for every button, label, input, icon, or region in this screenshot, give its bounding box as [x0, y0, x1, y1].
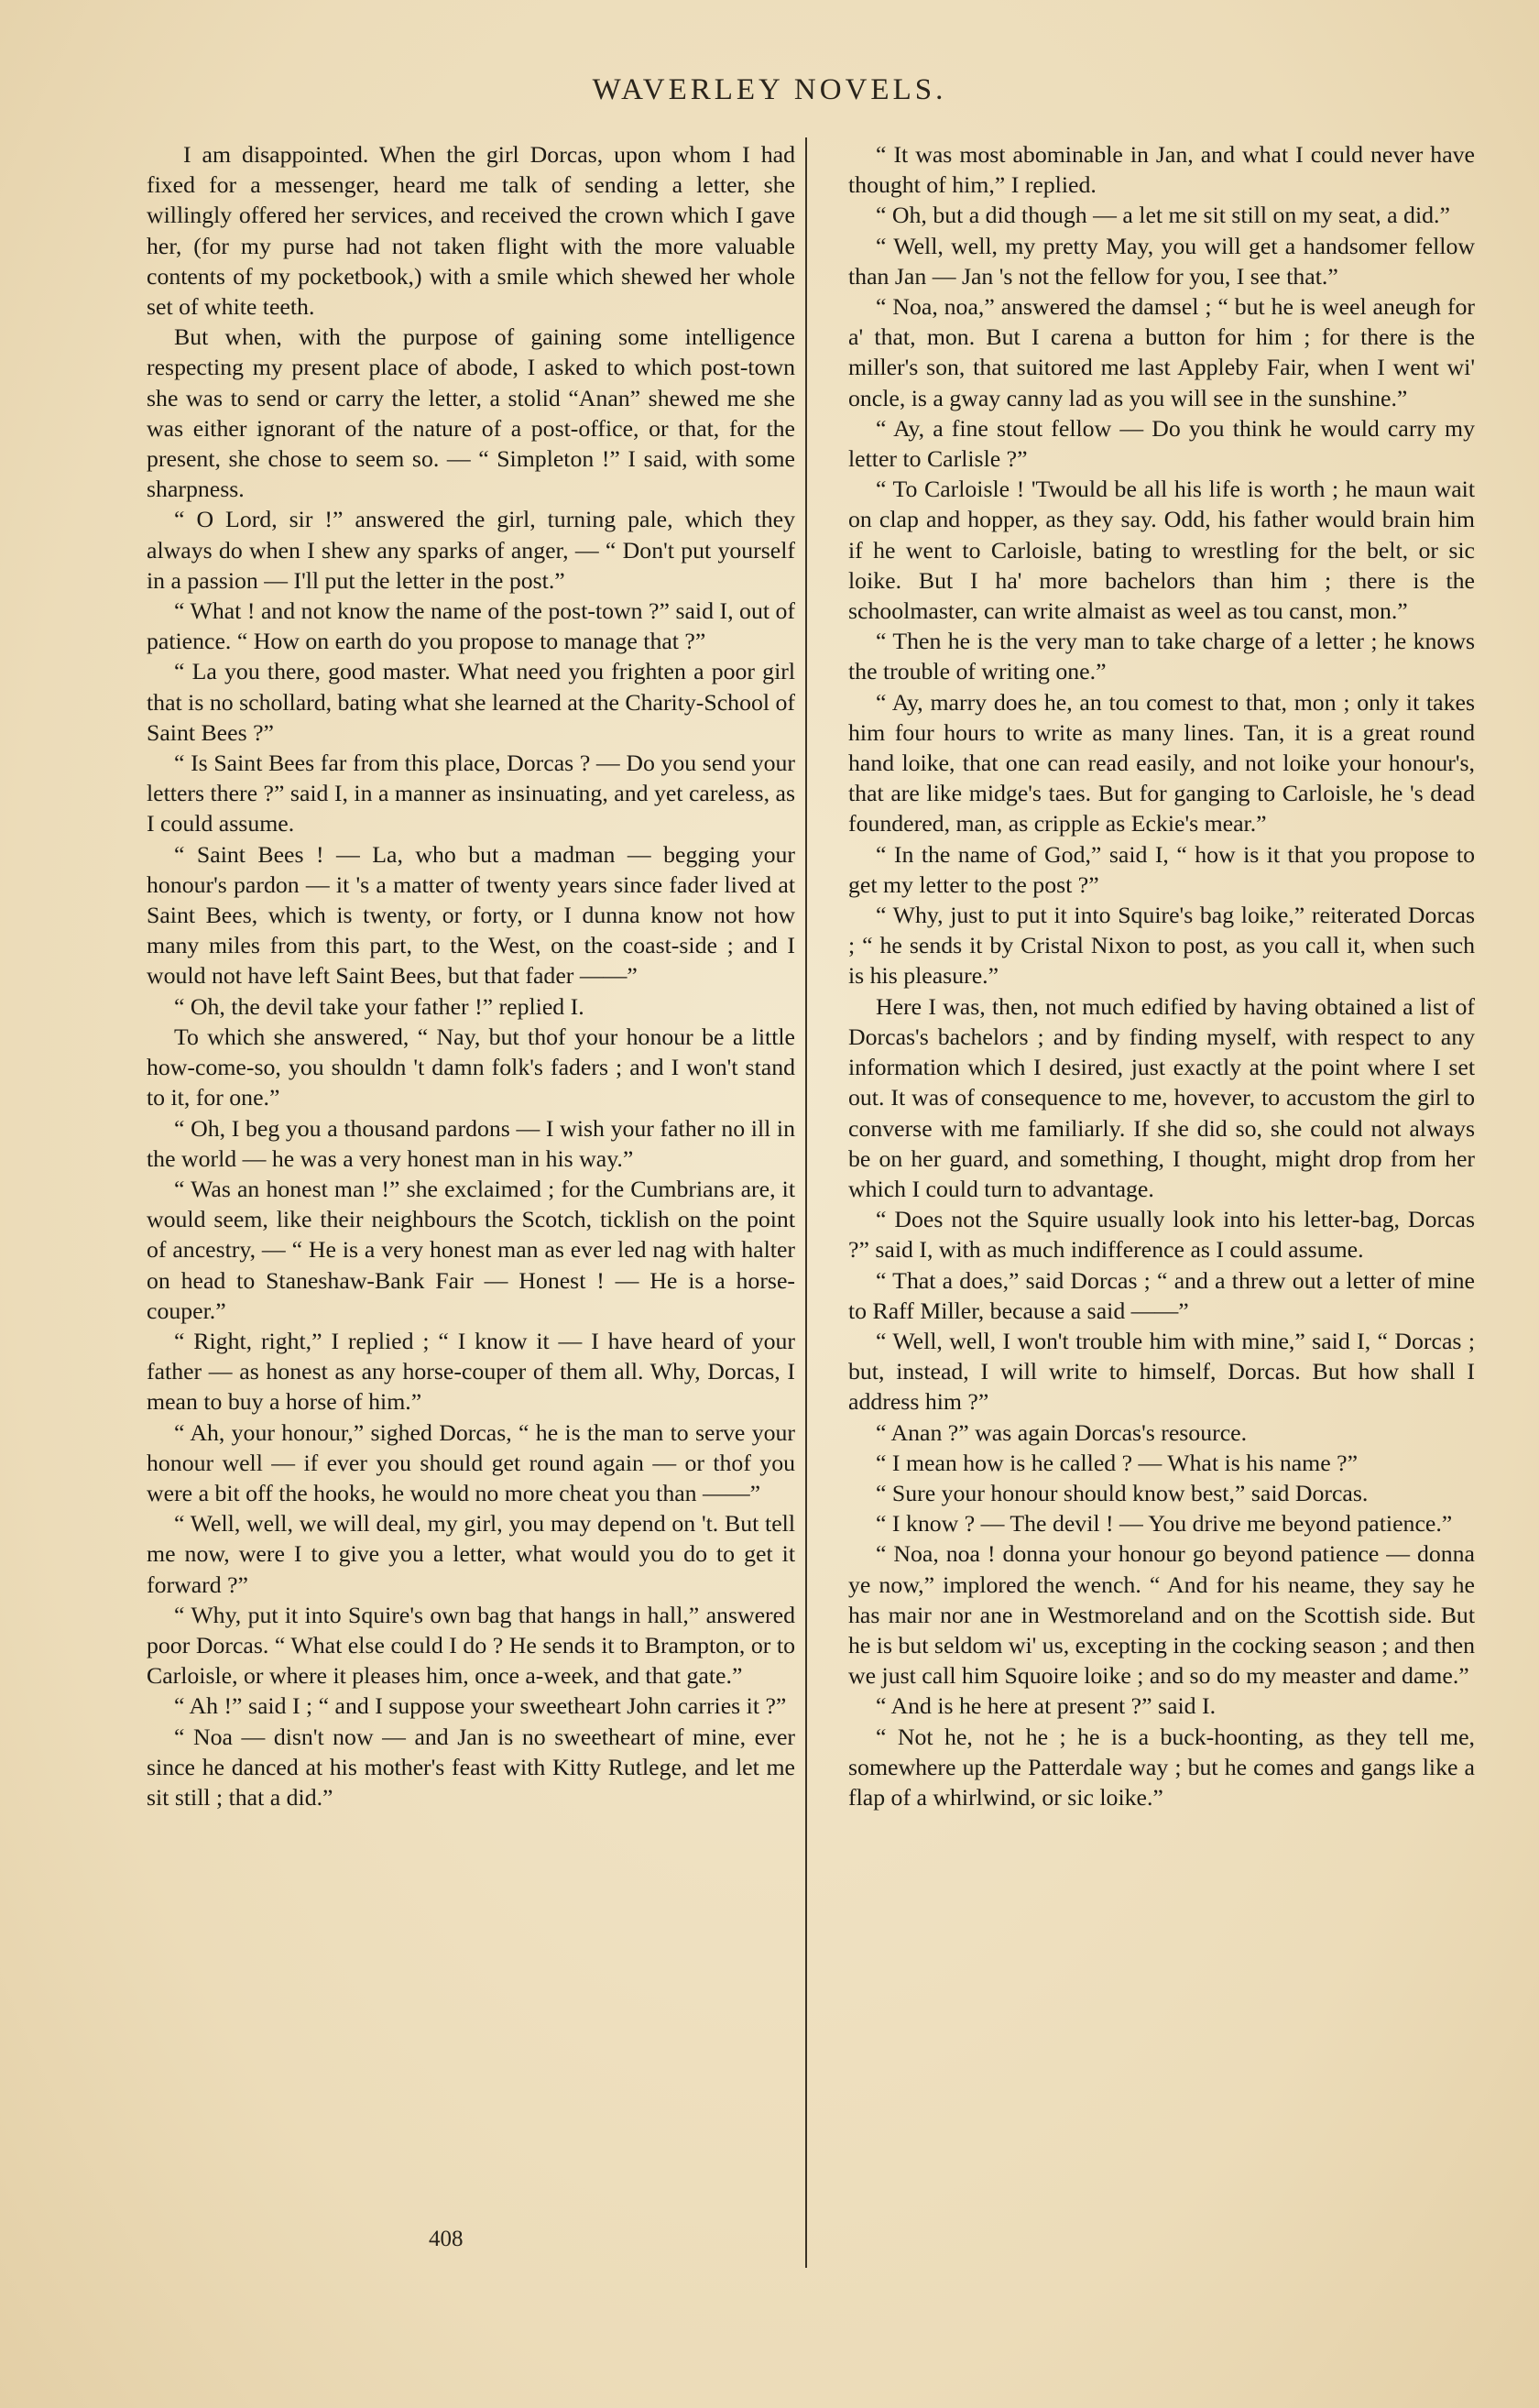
column-rule: [805, 137, 807, 2268]
paragraph: “ I mean how is he called ? — What is his name ?”: [876, 1449, 1359, 1476]
paragraph: “ What ! and not know the name of the post-town ?” said I, out of patience. “ How on earth do you propose to manage that ?”: [147, 597, 795, 655]
paragraph: I am disappointed. When the girl Dorcas, upon whom I had fixed for a messenger, heard me talk of sending a letter, she willingly offered her services, and received the crown which I gave her, (for my purse had not taken flight with the more valuable contents of my pocketbook,) with a smile which shewed her whole set of white teeth.: [147, 141, 795, 321]
paragraph: “ Noa, noa ! donna your honour go beyond patience — donna ye now,” implored the wench. “ And for his neame, they say he has mair nor ane in Westmoreland and on the Scottish side. But he is but seldom wi' us, excepting in the cocking season ; and then we just call him Squoire loike ; and so do my measter and dame.”: [848, 1540, 1475, 1690]
right-column: [848, 139, 1475, 1812]
paragraph: “ Oh, but a did though — a let me sit still on my seat, a did.”: [876, 202, 1450, 229]
paragraph: “ That a does,” said Dorcas ; “ and a threw out a letter of mine to Raff Miller, because a said ——”: [848, 1266, 1475, 1324]
paragraph: But when, with the purpose of gaining some intelligence respecting my present place of abode, I asked to which post-town she was to send or carry the letter, a stolid “Anan” shewed me she was either ignorant of the nature of a post-office, or that, for the present, she chose to seem so. — “ Simpleton !” I said, with some sharpness.: [147, 323, 795, 503]
paragraph: “ Is Saint Bees far from this place, Dorcas ? — Do you send your letters there ?” said I, in a manner as insinuating, and yet careless, as I could assume.: [147, 750, 795, 837]
paragraph: “ Ah, your honour,” sighed Dorcas, “ he is the man to serve your honour well — if ever you should get round again — or thof you were a bit off the hooks, he would no more cheat you than ——”: [147, 1418, 795, 1506]
paragraph: “ Oh, I beg you a thousand pardons — I wish your father no ill in the world — he was a very honest man in his way.”: [147, 1114, 795, 1172]
paragraph: “ O Lord, sir !” answered the girl, turning pale, which they always do when I shew any sparks of anger, — “ Don't put yourself in a passion — I'll put the letter in the post.”: [147, 506, 795, 594]
paragraph: To which she answered, “ Nay, but thof your honour be a little how-come-so, you shouldn 't damn folk's faders ; and I won't stand to it, for one.”: [147, 1023, 795, 1111]
paragraph: “ To Carloisle ! 'Twould be all his life is worth ; he maun wait on clap and hopper, as they say. Odd, his father would brain him if he went to Carloisle, bating to wrestling for the belt, or sic loike. But I ha' more bachelors than him ; there is the schoolmaster, can write almaist as weel as tou canst, mon.”: [848, 476, 1475, 625]
paragraph: “ Does not the Squire usually look into his letter-bag, Dorcas ?” said I, with as much indifference as I could assume.: [848, 1206, 1475, 1264]
paragraph: “ Ah !” said I ; “ and I suppose your sweetheart John carries it ?”: [174, 1692, 787, 1720]
paragraph: “ Sure your honour should know best,” said Dorcas.: [876, 1479, 1369, 1506]
paragraph: “ Not he, not he ; he is a buck-hoonting, as they tell me, somewhere up the Patterdale way ; but he comes and gangs like a flap of a whirlwind, or sic loike.”: [848, 1723, 1475, 1811]
paragraph: “ La you there, good master. What need you frighten a poor girl that is no schollard, bating what she learned at the Charity-School of Saint Bees ?”: [147, 658, 795, 746]
paragraph: “ Anan ?” was again Dorcas's resource.: [876, 1418, 1248, 1446]
running-head: WAVERLEY NOVELS.: [592, 73, 947, 106]
paragraph: “ Why, put it into Squire's own bag that hangs in hall,” answered poor Dorcas. “ What else could I do ? He sends it to Brampton, or to Carloisle, or where it pleases him, once a-week, and that gate.”: [147, 1601, 795, 1690]
paragraph: “ Ay, marry does he, an tou comest to that, mon ; only it takes him four hours to write as many lines. Tan, it is a great round hand loike, that one can read easily, and not loike your honour's, that are like midge's taes. But for ganging to Carloisle, he 's dead foundered, man, as cripple as Eckie's mear.”: [848, 688, 1475, 837]
paragraph: “ Well, well, my pretty May, you will get a handsomer fellow than Jan — Jan 's not the fellow for you, I see that.”: [848, 232, 1475, 290]
paragraph: “ Right, right,” I replied ; “ I know it — I have heard of your father — as honest as any horse-couper of them all. Why, Dorcas, I mean to buy a horse of him.”: [147, 1327, 795, 1416]
paragraph: “ Saint Bees ! — La, who but a madman — begging your honour's pardon — it 's a matter of twenty years since fader lived at Saint Bees, which is twenty, or forty, or I dunna know not how many miles from this part, to the West, on the coast-side ; and I would not have left Saint Bees, but that fader ——”: [147, 840, 795, 990]
paragraph: “ In the name of God,” said I, “ how is it that you propose to get my letter to the post ?”: [848, 840, 1475, 898]
left-column: [147, 139, 795, 1812]
paragraph: “ Then he is the very man to take charge of a letter ; he knows the trouble of writing one.”: [848, 628, 1475, 685]
paragraph: “ I know ? — The devil ! — You drive me beyond patience.”: [876, 1510, 1453, 1538]
paragraph: “ Why, just to put it into Squire's bag loike,” reiterated Dorcas ; “ he sends it by Cristal Nixon to post, as you call it, when such is his pleasure.”: [848, 902, 1475, 990]
paragraph: “ Ay, a fine stout fellow — Do you think he would carry my letter to Carlisle ?”: [848, 414, 1475, 473]
paragraph: Here I was, then, not much edified by having obtained a list of Dorcas's bachelors ; and by finding myself, with respect to any information which I desired, just exactly at the point where I set out. It was of consequence to me, hovever, to accustom the girl to converse with me familiarly. If she did so, she could not always be on her guard, and something, I thought, might drop from her which I could turn to advantage.: [848, 992, 1475, 1202]
paragraph: “ Noa, noa,” answered the damsel ; “ but he is weel aneugh for a' that, mon. But I carena a button for him ; for there is the miller's son, that suitored me last Appleby Fair, when I went wi' oncle, is a gway canny lad as you will see in the sunshine.”: [848, 293, 1475, 411]
paragraph: “ Oh, the devil take your father !” replied I.: [174, 992, 584, 1020]
paragraph: “ Was an honest man !” she exclaimed ; for the Cumbrians are, it would seem, like their neighbours the Scotch, ticklish on the point of ancestry, — “ He is a very honest man as ever led nag with halter on head to Staneshaw-Bank Fair — Honest ! — He is a horse-couper.”: [147, 1175, 795, 1324]
paragraph: “ Well, well, we will deal, my girl, you may depend on 't. But tell me now, were I to give you a letter, what would you do to get it forward ?”: [147, 1510, 795, 1598]
page-number: 408: [429, 2227, 464, 2251]
paragraph: “ Noa — disn't now — and Jan is no sweetheart of mine, ever since he danced at his mother's feast with Kitty Rutlege, and let me sit still ; that a did.”: [147, 1723, 795, 1811]
paragraph: “ And is he here at present ?” said I.: [876, 1692, 1217, 1720]
paragraph: “ It was most abominable in Jan, and what I could never have thought of him,” I replied.: [848, 141, 1475, 199]
paragraph: “ Well, well, I won't trouble him with mine,” said I, “ Dorcas ; but, instead, I will write to himself, Dorcas. But how shall I address him ?”: [848, 1327, 1475, 1416]
